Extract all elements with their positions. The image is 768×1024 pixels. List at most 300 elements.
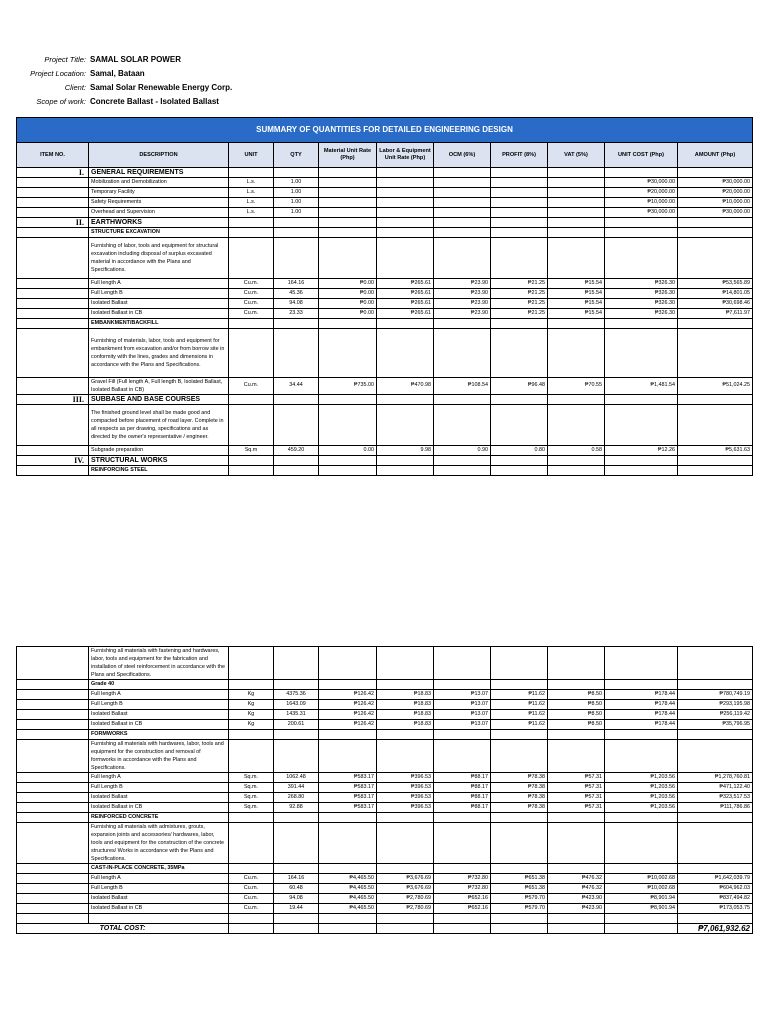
empty-cell: [319, 924, 377, 934]
item-no-cell: [17, 740, 89, 773]
unit-cell: Cu.m.: [229, 289, 274, 299]
qty-cell: 94.08: [274, 299, 319, 309]
empty-cell: [274, 405, 319, 446]
unit-cell: Cu.m.: [229, 874, 274, 884]
vat-cell: ₱15.54: [548, 309, 605, 319]
material-rate-cell: 0.00: [319, 446, 377, 456]
table-title-row: [17, 118, 753, 143]
empty-cell: [229, 740, 274, 773]
profit-cell: ₱78.38: [491, 773, 548, 783]
empty-cell: [548, 218, 605, 228]
item-no-cell: [17, 289, 89, 299]
empty-cell: [377, 864, 434, 874]
description-cell: Full length A: [89, 773, 229, 783]
empty-cell: [377, 456, 434, 466]
amount-cell: ₱1,642,039.79: [678, 874, 753, 884]
project-title-label: Project Title:: [44, 55, 86, 64]
ocm-cell: [434, 208, 491, 218]
unit-cost-cell: ₱30,000.00: [605, 208, 678, 218]
empty-cell: [319, 218, 377, 228]
qty-cell: 45.36: [274, 289, 319, 299]
profit-cell: ₱21.25: [491, 309, 548, 319]
empty-cell: [491, 168, 548, 178]
empty-cell: [434, 218, 491, 228]
ocm-cell: ₱13.07: [434, 710, 491, 720]
empty-cell: [377, 740, 434, 773]
column-header: AMOUNT (Php): [678, 143, 753, 168]
section-heading: GENERAL REQUIREMENTS: [89, 168, 229, 178]
description-cell: Temporary Facility: [89, 188, 229, 198]
description-cell: Full length A: [89, 690, 229, 700]
amount-cell: ₱837,494.82: [678, 894, 753, 904]
empty-cell: [491, 740, 548, 773]
empty-cell: [491, 924, 548, 934]
amount-cell: ₱53,565.89: [678, 279, 753, 289]
material-rate-cell: ₱4,465.50: [319, 874, 377, 884]
item-no-cell: [17, 178, 89, 188]
labor-rate-cell: ₱18.83: [377, 720, 434, 730]
table-row: [17, 299, 753, 309]
empty-cell: [678, 329, 753, 378]
empty-cell: [605, 456, 678, 466]
table-row: [17, 178, 753, 188]
description-cell: Full Length B: [89, 289, 229, 299]
table-row: [17, 884, 753, 894]
material-rate-cell: ₱4,465.50: [319, 894, 377, 904]
qty-cell: 1.00: [274, 188, 319, 198]
ocm-cell: ₱88.17: [434, 773, 491, 783]
subsection-row: [17, 813, 753, 823]
item-no-cell: [17, 405, 89, 446]
amount-cell: ₱35,796.95: [678, 720, 753, 730]
empty-cell: [605, 168, 678, 178]
empty-cell: [274, 813, 319, 823]
unit-cost-cell: ₱1,203.56: [605, 803, 678, 813]
unit-cell: Kg: [229, 700, 274, 710]
table-row: [17, 700, 753, 710]
empty-cell: [377, 680, 434, 690]
vat-cell: ₱57.31: [548, 793, 605, 803]
empty-cell: [274, 466, 319, 476]
column-header: QTY: [274, 143, 319, 168]
empty-cell: [491, 329, 548, 378]
project-title-row: [14, 53, 414, 67]
empty-cell: [319, 680, 377, 690]
empty-cell: [548, 405, 605, 446]
empty-cell: [548, 456, 605, 466]
item-no-cell: [17, 813, 89, 823]
ocm-cell: ₱13.07: [434, 700, 491, 710]
empty-cell: [229, 924, 274, 934]
empty-cell: [434, 168, 491, 178]
empty-cell: [548, 319, 605, 329]
item-no-cell: [17, 309, 89, 319]
empty-cell: [274, 319, 319, 329]
qty-cell: 459.20: [274, 446, 319, 456]
section-heading: EARTHWORKS: [89, 218, 229, 228]
section-row: [17, 218, 753, 228]
empty-cell: [491, 680, 548, 690]
qty-cell: 1.00: [274, 208, 319, 218]
unit-cell: Cu.m.: [229, 894, 274, 904]
item-no-cell: [17, 279, 89, 289]
spacer-row: [17, 914, 753, 924]
section-heading: STRUCTURAL WORKS: [89, 456, 229, 466]
description-cell: Full Length B: [89, 884, 229, 894]
description-cell: Isolated Ballast: [89, 894, 229, 904]
material-rate-cell: ₱126.42: [319, 720, 377, 730]
material-rate-cell: ₱126.42: [319, 690, 377, 700]
project-location: Samal, Bataan: [90, 69, 145, 78]
vat-cell: ₱57.31: [548, 803, 605, 813]
ocm-cell: [434, 188, 491, 198]
description-cell: Mobilization and Demobilization: [89, 178, 229, 188]
empty-cell: [274, 228, 319, 238]
material-rate-cell: ₱583.17: [319, 793, 377, 803]
amount-cell: ₱471,122.40: [678, 783, 753, 793]
ocm-cell: ₱13.07: [434, 720, 491, 730]
amount-cell: ₱604,962.03: [678, 884, 753, 894]
empty-cell: [434, 329, 491, 378]
empty-cell: [605, 914, 678, 924]
scope-description: Furnishing of materials, labor, tools and equipment for embankment from excavation and/or from borrow site in conformity with the lines, grades and dimensions in accordance with the Plans and Specifications.: [89, 329, 229, 378]
qty-cell: 164.16: [274, 874, 319, 884]
profit-cell: ₱21.25: [491, 279, 548, 289]
empty-cell: [434, 924, 491, 934]
description-row: [17, 647, 753, 680]
item-no-cell: [17, 198, 89, 208]
ocm-cell: ₱732.80: [434, 874, 491, 884]
profit-cell: 0.80: [491, 446, 548, 456]
description-row: [17, 329, 753, 378]
empty-cell: [377, 647, 434, 680]
empty-cell: [229, 914, 274, 924]
empty-cell: [229, 466, 274, 476]
empty-cell: [377, 168, 434, 178]
unit-cost-cell: ₱8,901.94: [605, 904, 678, 914]
subsection-heading: FORMWORKS: [89, 730, 229, 740]
labor-rate-cell: ₱3,676.69: [377, 874, 434, 884]
empty-cell: [229, 319, 274, 329]
scope-description: Furnishing all materials with admixtures, grouts, expansion joints and accessories/ hardwares, labor, tools and equipment for the construction of the concrete structures/ Works in accordance with the Plans and Specifications.: [89, 823, 229, 864]
empty-cell: [229, 405, 274, 446]
vat-cell: ₱8.50: [548, 710, 605, 720]
empty-cell: [548, 466, 605, 476]
unit-cost-cell: ₱20,000.00: [605, 188, 678, 198]
material-rate-cell: [319, 188, 377, 198]
empty-cell: [548, 740, 605, 773]
item-no-cell: [17, 700, 89, 710]
empty-cell: [274, 168, 319, 178]
table-row: [17, 710, 753, 720]
description-cell: Isolated Ballast: [89, 710, 229, 720]
unit-cell: L.s.: [229, 188, 274, 198]
material-rate-cell: ₱4,465.50: [319, 904, 377, 914]
amount-cell: ₱30,698.46: [678, 299, 753, 309]
empty-cell: [319, 405, 377, 446]
quantities-table-page-2: [16, 646, 753, 934]
empty-cell: [319, 914, 377, 924]
subsection-row: [17, 319, 753, 329]
labor-rate-cell: 9.98: [377, 446, 434, 456]
empty-cell: [605, 740, 678, 773]
item-no-cell: [17, 803, 89, 813]
qty-cell: 200.61: [274, 720, 319, 730]
empty-cell: [491, 456, 548, 466]
empty-cell: [678, 680, 753, 690]
amount-cell: ₱293,195.98: [678, 700, 753, 710]
empty-cell: [491, 466, 548, 476]
empty-cell: [491, 395, 548, 405]
profit-cell: ₱11.62: [491, 690, 548, 700]
ocm-cell: ₱652.16: [434, 904, 491, 914]
item-no-cell: [17, 378, 89, 395]
vat-cell: [548, 208, 605, 218]
qty-cell: 164.16: [274, 279, 319, 289]
item-no-cell: [17, 894, 89, 904]
profit-cell: ₱11.62: [491, 720, 548, 730]
material-rate-cell: [319, 198, 377, 208]
vat-cell: ₱15.54: [548, 279, 605, 289]
qty-cell: 1.00: [274, 178, 319, 188]
table-row: [17, 279, 753, 289]
scope-description: Furnishing all materials with fastening and hardwares, labor, tools and equipment for the fabrication and installation of steel reinforcement in accordance with the Plans and Specifications.: [89, 647, 229, 680]
table-row: [17, 198, 753, 208]
material-rate-cell: [319, 208, 377, 218]
amount-cell: ₱51,024.25: [678, 378, 753, 395]
amount-cell: ₱256,119.42: [678, 710, 753, 720]
item-no-cell: [17, 238, 89, 279]
subsection-row: [17, 466, 753, 476]
empty-cell: [491, 218, 548, 228]
item-number: II.: [17, 218, 89, 228]
vat-cell: ₱423.90: [548, 894, 605, 904]
vat-cell: ₱8.50: [548, 720, 605, 730]
unit-cost-cell: ₱178.44: [605, 720, 678, 730]
column-header: OCM (6%): [434, 143, 491, 168]
qty-cell: 19.44: [274, 904, 319, 914]
empty-cell: [605, 864, 678, 874]
empty-cell: [678, 730, 753, 740]
scope-description: Furnishing of labor, tools and equipment for structural excavation including disposal of surplus excavated material in accordance with the Plans and Specifications.: [89, 238, 229, 279]
unit-cost-cell: ₱178.44: [605, 700, 678, 710]
labor-rate-cell: ₱2,780.69: [377, 904, 434, 914]
empty-cell: [548, 329, 605, 378]
empty-cell: [274, 238, 319, 279]
amount-cell: ₱20,000.00: [678, 188, 753, 198]
profit-cell: ₱11.62: [491, 700, 548, 710]
empty-cell: [319, 168, 377, 178]
empty-cell: [229, 168, 274, 178]
table-row: [17, 378, 753, 395]
unit-cost-cell: ₱326.30: [605, 309, 678, 319]
table-row: [17, 208, 753, 218]
empty-cell: [229, 218, 274, 228]
empty-cell: [377, 823, 434, 864]
subsection-heading: REINFORCED CONCRETE: [89, 813, 229, 823]
item-no-cell: [17, 299, 89, 309]
profit-cell: [491, 198, 548, 208]
profit-cell: ₱78.38: [491, 783, 548, 793]
empty-cell: [319, 329, 377, 378]
unit-cell: Cu.m.: [229, 884, 274, 894]
profit-cell: ₱651.38: [491, 884, 548, 894]
table-row: [17, 803, 753, 813]
labor-rate-cell: ₱3,676.69: [377, 884, 434, 894]
ocm-cell: ₱88.17: [434, 803, 491, 813]
empty-cell: [678, 228, 753, 238]
table-row: [17, 793, 753, 803]
unit-cell: L.s.: [229, 198, 274, 208]
empty-cell: [491, 228, 548, 238]
total-label: TOTAL COST:: [17, 924, 229, 934]
empty-cell: [678, 740, 753, 773]
unit-cell: Cu.m.: [229, 279, 274, 289]
column-header: Labor & Equipment Unit Rate (Php): [377, 143, 434, 168]
empty-cell: [229, 238, 274, 279]
amount-cell: ₱30,000.00: [678, 178, 753, 188]
unit-cost-cell: ₱1,203.56: [605, 773, 678, 783]
ocm-cell: ₱88.17: [434, 793, 491, 803]
empty-cell: [274, 730, 319, 740]
empty-cell: [274, 864, 319, 874]
subsection-row: [17, 864, 753, 874]
empty-cell: [605, 238, 678, 279]
labor-rate-cell: ₱470.98: [377, 378, 434, 395]
empty-cell: [229, 680, 274, 690]
table-row: [17, 904, 753, 914]
amount-cell: ₱30,000.00: [678, 208, 753, 218]
empty-cell: [548, 924, 605, 934]
material-rate-cell: ₱0.00: [319, 289, 377, 299]
unit-cost-cell: ₱326.30: [605, 299, 678, 309]
description-cell: Isolated Ballast in CB: [89, 309, 229, 319]
empty-cell: [319, 456, 377, 466]
ocm-cell: ₱108.54: [434, 378, 491, 395]
empty-cell: [319, 319, 377, 329]
description-row: [17, 823, 753, 864]
material-rate-cell: ₱0.00: [319, 309, 377, 319]
unit-cost-cell: ₱326.30: [605, 289, 678, 299]
item-no-cell: [17, 884, 89, 894]
description-cell: Isolated Ballast in CB: [89, 904, 229, 914]
labor-rate-cell: ₱265.61: [377, 299, 434, 309]
empty-cell: [605, 924, 678, 934]
unit-cell: Cu.m.: [229, 309, 274, 319]
description-cell: Overhead and Supervision: [89, 208, 229, 218]
empty-cell: [319, 813, 377, 823]
empty-cell: [605, 823, 678, 864]
item-no-cell: [17, 874, 89, 884]
qty-cell: 1062.48: [274, 773, 319, 783]
scope-row: [14, 95, 414, 109]
empty-cell: [605, 647, 678, 680]
empty-cell: [678, 218, 753, 228]
empty-cell: [605, 228, 678, 238]
material-rate-cell: ₱583.17: [319, 783, 377, 793]
empty-cell: [274, 914, 319, 924]
empty-cell: [434, 466, 491, 476]
profit-cell: ₱579.70: [491, 894, 548, 904]
item-no-cell: [17, 680, 89, 690]
unit-cost-cell: ₱12.26: [605, 446, 678, 456]
empty-cell: [434, 319, 491, 329]
unit-cell: Kg: [229, 690, 274, 700]
profit-cell: ₱78.38: [491, 793, 548, 803]
item-no-cell: [17, 720, 89, 730]
qty-cell: 4375.36: [274, 690, 319, 700]
material-rate-cell: ₱126.42: [319, 710, 377, 720]
description-cell: Safety Requirements: [89, 198, 229, 208]
item-no-cell: [17, 793, 89, 803]
column-header: PROFIT (8%): [491, 143, 548, 168]
subsection-row: [17, 228, 753, 238]
ocm-cell: ₱13.07: [434, 690, 491, 700]
empty-cell: [678, 466, 753, 476]
labor-rate-cell: ₱396.53: [377, 793, 434, 803]
table-row: [17, 289, 753, 299]
amount-cell: ₱5,631.63: [678, 446, 753, 456]
vat-cell: ₱8.50: [548, 700, 605, 710]
empty-cell: [678, 813, 753, 823]
ocm-cell: [434, 198, 491, 208]
empty-cell: [548, 238, 605, 279]
header-row: [17, 143, 753, 168]
scope-description: The finished ground level shall be made good and compacted before placement of road layer. Complete in all respects as per drawing, specifications and as directed by the owner's representative / engineer.: [89, 405, 229, 446]
unit-cost-cell: ₱1,203.56: [605, 793, 678, 803]
empty-cell: [319, 864, 377, 874]
empty-cell: [491, 730, 548, 740]
table-row: [17, 446, 753, 456]
empty-cell: [274, 329, 319, 378]
scope-label: Scope of work:: [36, 97, 86, 106]
labor-rate-cell: ₱265.61: [377, 279, 434, 289]
amount-cell: ₱7,611.97: [678, 309, 753, 319]
material-rate-cell: [319, 178, 377, 188]
empty-cell: [229, 823, 274, 864]
item-no-cell: [17, 647, 89, 680]
item-number: IV.: [17, 456, 89, 466]
labor-rate-cell: ₱265.61: [377, 309, 434, 319]
profit-cell: ₱21.25: [491, 299, 548, 309]
material-rate-cell: ₱583.17: [319, 803, 377, 813]
table-row: [17, 690, 753, 700]
project-location-row: [14, 67, 414, 81]
subsection-row: [17, 680, 753, 690]
empty-cell: [434, 740, 491, 773]
empty-cell: [319, 466, 377, 476]
item-no-cell: [17, 864, 89, 874]
empty-cell: [377, 218, 434, 228]
table-row: [17, 894, 753, 904]
empty-cell: [491, 864, 548, 874]
qty-cell: 92.88: [274, 803, 319, 813]
empty-cell: [548, 395, 605, 405]
qty-cell: 94.08: [274, 894, 319, 904]
profit-cell: ₱11.62: [491, 710, 548, 720]
empty-cell: [377, 238, 434, 279]
ocm-cell: ₱88.17: [434, 783, 491, 793]
empty-cell: [229, 395, 274, 405]
client: Samal Solar Renewable Energy Corp.: [90, 83, 233, 92]
empty-cell: [377, 924, 434, 934]
unit-cell: Sq.m.: [229, 773, 274, 783]
empty-cell: [548, 680, 605, 690]
item-no-cell: [17, 710, 89, 720]
profit-cell: ₱579.70: [491, 904, 548, 914]
item-number: I.: [17, 168, 89, 178]
material-rate-cell: ₱583.17: [319, 773, 377, 783]
